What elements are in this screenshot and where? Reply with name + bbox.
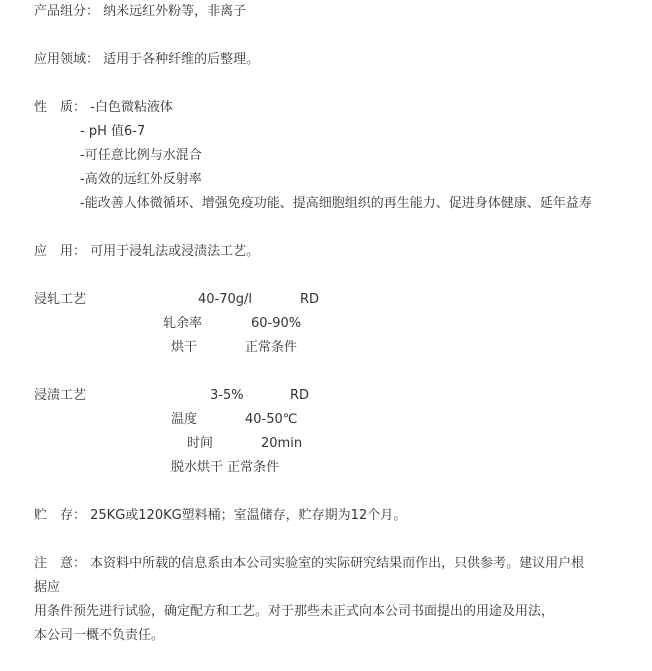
- padding-drying-value: 正常条件: [245, 340, 298, 355]
- composition-line: 产品组分： 纳米远红外粉等，非离子: [34, 4, 247, 19]
- padding-process-title: 浸轧工艺: [34, 292, 87, 307]
- padding-dosage-unit: RD: [300, 292, 320, 307]
- exhaust-process-title: 浸渍工艺: [34, 388, 87, 403]
- notice-line-3: 用条件预先进行试验，确定配方和工艺。对于那些未正式向本公司书面提出的用途及用法，: [34, 604, 555, 619]
- padding-pickup-label: 轧余率: [163, 316, 203, 331]
- padding-pickup-value: 60-90%: [251, 316, 302, 331]
- property-ph: - pH 值6-7: [80, 124, 146, 139]
- exhaust-dosage: 3-5%: [210, 388, 244, 403]
- property-reflectance: -高效的远红外反射率: [80, 172, 202, 187]
- property-health-benefits: -能改善人体微循环、增强免疫功能、提高细胞组织的再生能力、促进身体健康、延年益寿: [80, 196, 592, 211]
- storage-line: 贮 存： 25KG或120KG塑料桶；室温储存，贮存期为12个月。: [34, 508, 407, 523]
- exhaust-temperature-label: 温度: [171, 412, 198, 427]
- notice-line-1: 注 意： 本资料中所载的信息系由本公司实验室的实际研究结果而作出，只供参考。建议用户根: [34, 556, 585, 571]
- padding-drying-label: 烘干: [171, 340, 198, 355]
- notice-line-4: 本公司一概不负责任。: [34, 628, 165, 643]
- property-miscibility: -可任意比例与水混合: [80, 148, 202, 163]
- exhaust-temperature-value: 40-50℃: [245, 412, 298, 427]
- padding-dosage: 40-70g/l: [198, 292, 253, 307]
- exhaust-dewater-line: 脱水烘干 正常条件: [171, 460, 280, 475]
- exhaust-time-label: 时间: [187, 436, 214, 451]
- exhaust-dosage-unit: RD: [290, 388, 310, 403]
- properties-heading: 性 质： -白色微粘液体: [34, 100, 173, 115]
- exhaust-time-value: 20min: [261, 436, 303, 451]
- notice-line-2: 据应: [34, 580, 61, 595]
- usage-line: 应 用： 可用于浸轧法或浸渍法工艺。: [34, 244, 260, 259]
- application-field-line: 应用领域： 适用于各种纤维的后整理。: [34, 52, 260, 67]
